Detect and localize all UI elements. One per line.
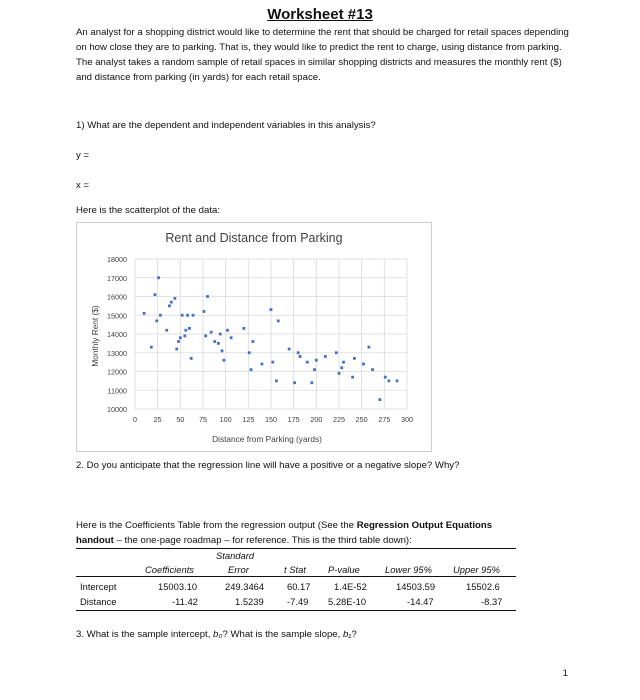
header-lower-95: Lower 95%	[385, 564, 432, 575]
scatter-point	[213, 340, 216, 343]
scatter-point	[190, 357, 193, 360]
header-t-stat: t Stat	[284, 564, 306, 575]
header-standard: Standard	[216, 550, 255, 561]
scatter-point	[221, 349, 224, 352]
y-tick-label: 11000	[107, 386, 127, 396]
scatter-point	[271, 361, 274, 364]
y-tick-label: 10000	[107, 405, 127, 414]
scatter-point	[217, 342, 220, 345]
x-tick-label: 150	[265, 415, 277, 424]
q3-text-b: ? What is the sample slope,	[222, 629, 343, 640]
q3-text-c: ?	[351, 629, 357, 640]
x-tick-label: 200	[310, 415, 323, 424]
intercept-std-error: 249.3464	[225, 581, 265, 592]
q3-b1: b₁	[342, 629, 352, 640]
x-tick-label: 125	[242, 415, 255, 424]
coef-intro-text-a: Here is the Coefficients Table from the regression output (See the	[76, 520, 357, 531]
scatter-point	[340, 366, 343, 369]
scatter-point	[293, 381, 296, 384]
x-tick-label: 300	[401, 415, 413, 424]
scatter-point	[219, 333, 222, 336]
scatter-point	[384, 376, 387, 379]
scatter-point	[362, 363, 365, 366]
scatter-point	[396, 379, 399, 382]
scatter-point	[310, 381, 313, 384]
scatter-point	[159, 314, 162, 317]
distance-lower-95: -14.47	[407, 596, 434, 607]
scatter-point	[351, 376, 354, 379]
scatter-point	[315, 359, 318, 362]
scatter-point	[226, 329, 229, 332]
chart-gridlines	[135, 259, 407, 409]
intercept-p-value: 1.4E-52	[334, 581, 367, 592]
q3-text-a: 3. What is the sample intercept,	[76, 629, 214, 640]
scatter-point	[168, 304, 171, 307]
x-tick-label: 250	[355, 415, 368, 424]
y-tick-label: 18000	[107, 255, 127, 264]
scatter-point	[154, 293, 157, 296]
chart-title: Rent and Distance from Parking	[165, 231, 343, 245]
scatter-point	[371, 368, 374, 371]
scatter-point	[222, 359, 225, 362]
scatter-point	[270, 308, 273, 311]
x-tick-label: 0	[133, 415, 137, 424]
chart-x-axis-label: Distance from Parking (yards)	[212, 434, 322, 444]
scatter-point	[183, 334, 186, 337]
intercept-coefficient: 15003.10	[158, 581, 198, 592]
x-tick-label: 225	[333, 415, 345, 424]
scatter-point	[368, 346, 371, 349]
y-tick-label: 12000	[107, 367, 127, 377]
header-upper-95: Upper 95%	[453, 564, 500, 575]
chart-points	[143, 276, 399, 401]
scatter-point	[188, 327, 191, 330]
scatter-point	[173, 297, 176, 300]
scatter-point	[288, 348, 291, 351]
scatter-point	[210, 331, 213, 334]
scatter-point	[251, 340, 254, 343]
y-tick-label: 15000	[107, 311, 127, 321]
scatter-point	[250, 368, 253, 371]
scatter-point	[275, 379, 278, 382]
scatter-point	[204, 334, 207, 337]
x-tick-label: 25	[153, 415, 162, 424]
scatter-point	[242, 327, 245, 330]
scatter-point	[277, 319, 280, 322]
chart-y-axis-label: Monthly Rent ($)	[90, 305, 100, 367]
scatter-point	[230, 336, 233, 339]
distance-upper-95: -8.37	[481, 596, 503, 607]
header-p-value: P-value	[328, 564, 360, 575]
table-bottom-rule	[76, 610, 516, 611]
scatter-point	[261, 363, 264, 366]
scatter-point	[203, 310, 206, 313]
intro-paragraph: An analyst for a shopping district would like to determine the rent that should be charged for retail spaces depending on how close they are to parking. That is, they would like to predict the rent to charge, using distance from parking. The analyst takes a random sample of retail spaces in similar shopping districts and measures the monthly rent ($) and distance from parking (in yards) for each retail space.	[76, 27, 569, 83]
row-label-distance: Distance	[80, 596, 117, 607]
distance-t-stat: -7.49	[287, 596, 309, 607]
scatter-point	[248, 351, 251, 354]
scatter-point	[155, 319, 158, 322]
chart-x-tick-labels	[133, 415, 413, 424]
x-tick-label: 75	[199, 415, 207, 424]
scatter-chart-frame	[76, 222, 432, 452]
scatter-point	[387, 379, 390, 382]
x-tick-label: 100	[219, 415, 232, 424]
scatter-point	[335, 351, 338, 354]
worksheet-title: Worksheet #13	[267, 6, 373, 23]
scatter-intro: Here is the scatterplot of the data:	[76, 205, 220, 216]
scatter-point	[157, 276, 160, 279]
page-number: 1	[562, 668, 568, 679]
table-top-rule	[76, 548, 516, 549]
y-tick-label: 14000	[107, 330, 127, 339]
distance-std-error: 1.5239	[235, 596, 264, 607]
scatter-point	[179, 336, 182, 339]
question-1: 1) What are the dependent and independent variables in this analysis?	[76, 120, 376, 131]
scatter-point	[192, 314, 195, 317]
x-tick-label: 275	[378, 415, 391, 424]
coef-intro-bold: Regression Output Equations	[356, 520, 493, 531]
q3-b0: b₀	[213, 629, 223, 640]
scatter-point	[177, 340, 180, 343]
intercept-lower-95: 14503.59	[396, 581, 436, 592]
answer-x-label: x =	[76, 180, 90, 191]
coef-intro-text-c: – the one-page roadmap – for reference. This is the third table down):	[113, 535, 412, 546]
y-tick-label: 17000	[107, 273, 127, 283]
scatter-point	[338, 372, 341, 375]
scatter-point	[184, 329, 187, 332]
scatter-point	[324, 355, 327, 358]
chart-y-tick-labels	[107, 255, 127, 414]
scatter-point	[170, 301, 173, 304]
header-error: Error	[228, 564, 249, 575]
scatter-chart	[77, 223, 431, 451]
y-tick-label: 13000	[107, 348, 127, 358]
y-tick-label: 16000	[107, 292, 127, 302]
scatter-point	[353, 357, 356, 360]
scatter-point	[378, 398, 381, 401]
scatter-point	[313, 368, 316, 371]
header-coefficients: Coefficients	[145, 564, 194, 575]
scatter-point	[181, 314, 184, 317]
scatter-point	[306, 361, 309, 364]
x-tick-label: 50	[176, 415, 185, 424]
coef-intro	[76, 520, 546, 531]
answer-y-label: y =	[76, 150, 90, 161]
question-2: 2. Do you anticipate that the regression line will have a positive or a negative slope? Why?	[76, 460, 460, 471]
coef-intro-line2	[76, 535, 546, 546]
distance-p-value: 5.28E-10	[328, 596, 367, 607]
scatter-point	[206, 295, 209, 298]
coef-intro-handout: handout	[76, 535, 114, 546]
distance-coefficient: -11.42	[172, 596, 198, 607]
scatter-point	[175, 348, 178, 351]
scatter-point	[297, 351, 300, 354]
header-bottom-rule	[76, 576, 516, 577]
x-tick-label: 175	[287, 415, 300, 424]
question-3	[76, 629, 357, 640]
scatter-point	[150, 346, 153, 349]
scatter-point	[342, 361, 345, 364]
scatter-point	[186, 314, 189, 317]
scatter-point	[143, 312, 146, 315]
intercept-upper-95: 15502.6	[466, 581, 500, 592]
row-label-intercept: Intercept	[80, 581, 117, 592]
scatter-point	[299, 355, 302, 358]
scatter-point	[165, 329, 168, 332]
intercept-t-stat: 60.17	[287, 581, 311, 592]
